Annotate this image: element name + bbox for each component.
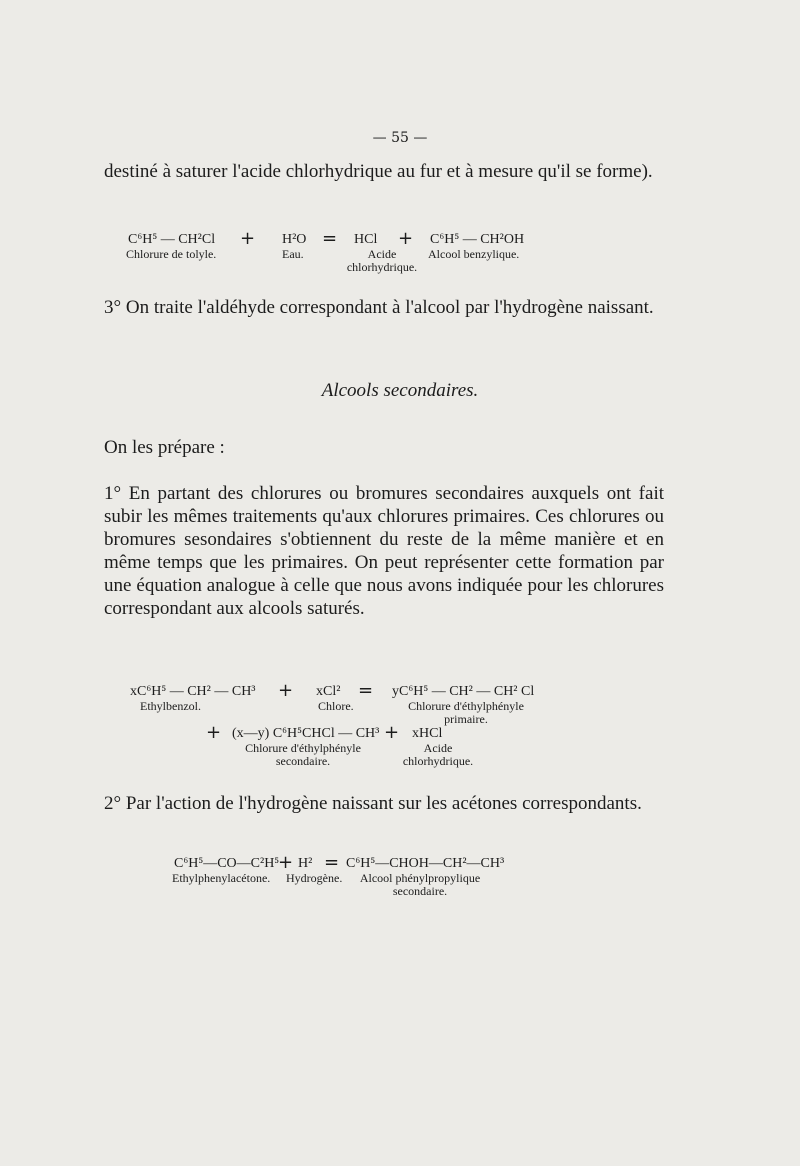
eq2-left: xC⁶H⁵ — CH² — CH³ — [130, 684, 256, 699]
eq2-second: (x—y) C⁶H⁵CHCl — CH³ — [232, 726, 380, 741]
eq1-hcl: HCl — [354, 232, 378, 247]
eq2-chlore: xCl² — [316, 684, 341, 699]
eq1-left-caption: Chlorure de tolyle. — [126, 247, 217, 261]
paragraph-5: 2° Par l'action de l'hydrogène naissant sur les acétones correspondants. — [104, 793, 642, 814]
eq3-left-caption: Ethylphenylacétone. — [172, 871, 271, 885]
eq3-plus: + — [278, 852, 294, 873]
eq1-product-caption: Alcool benzylique. — [428, 247, 520, 261]
paragraph-1: destiné à saturer l'acide chlorhydrique au fur et à mesure qu'il se forme). — [104, 161, 653, 182]
eq1-equals: = — [322, 228, 338, 249]
section-heading: Alcools secondaires. — [321, 380, 479, 401]
eq2-product-caption: Chlorure d'éthylphényle primaire. — [408, 699, 524, 726]
eq1-left: C⁶H⁵ — CH²Cl — [128, 232, 216, 247]
paragraph-4: 1° En partant des chlorures ou bromures secondaires auxquels ont fait subir les mêmes traitements qu'aux chlorures primaires. Ces chlorures ou bromures sesondaires s'obtiennent du reste de la même manière et en même temps que les primaires. On peut représenter cette formation par une équation analogue à celle que nous avons indiquée pour les chlorures correspondant aux alcools saturés. — [104, 483, 664, 619]
eq3-left: C⁶H⁵—CO—C²H⁵ — [174, 856, 280, 871]
eq1-water: H²O — [282, 232, 307, 247]
eq2-plus-3: + — [384, 722, 400, 743]
eq2-plus-2: + — [206, 722, 222, 743]
eq2-hcl: xHCl — [412, 726, 443, 741]
paragraph-2: 3° On traite l'aldéhyde correspondant à l'alcool par l'hydrogène naissant. — [104, 297, 654, 318]
eq1-water-caption: Eau. — [282, 247, 304, 261]
eq2-second-caption: Chlorure d'éthylphényle secondaire. — [245, 741, 361, 768]
eq2-product: yC⁶H⁵ — CH² — CH² Cl — [392, 684, 535, 699]
eq3-h-caption: Hydrogène. — [286, 871, 343, 885]
eq2-equals: = — [358, 680, 374, 701]
eq2-plus-1: + — [278, 680, 294, 701]
eq1-plus-1: + — [240, 228, 256, 249]
eq3-product: C⁶H⁵—CHOH—CH²—CH³ — [346, 856, 505, 871]
paragraph-3: On les prépare : — [104, 437, 225, 458]
eq2-chlore-caption: Chlore. — [318, 699, 354, 713]
eq3-equals: = — [324, 852, 340, 873]
eq2-left-caption: Ethylbenzol. — [140, 699, 201, 713]
eq1-plus-2: + — [398, 228, 414, 249]
eq3-product-caption: Alcool phénylpropylique secondaire. — [359, 871, 481, 898]
eq1-product: C⁶H⁵ — CH²OH — [430, 232, 525, 247]
eq2-hcl-caption: Acide chlorhydrique. — [402, 741, 474, 768]
page-number: — 55 — — [372, 130, 428, 146]
eq1-hcl-caption: Acide chlorhydrique. — [346, 247, 418, 274]
eq3-h: H² — [298, 856, 313, 871]
